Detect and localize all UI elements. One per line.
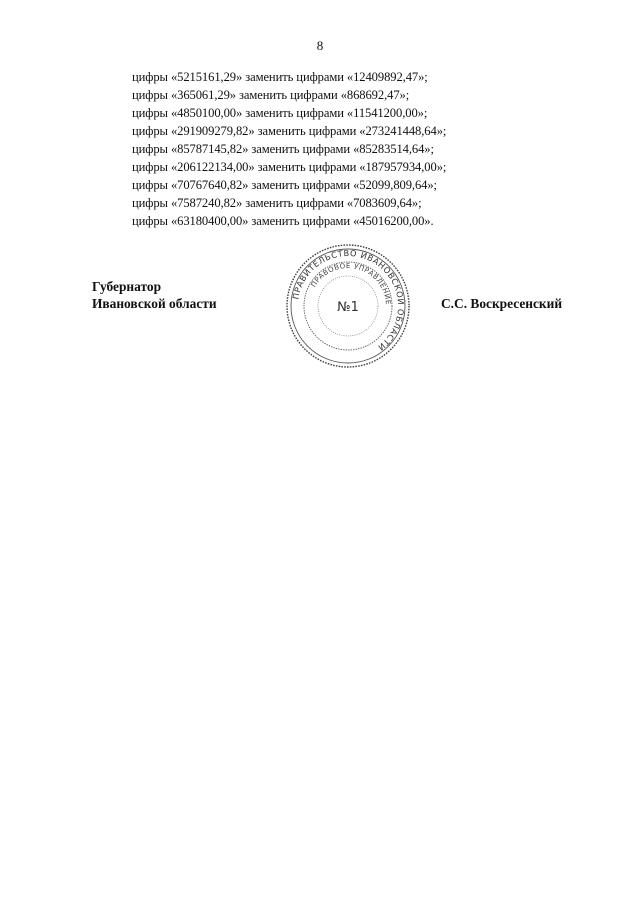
amendment-line: цифры «7587240,82» заменить цифрами «7083609,64»; [132, 196, 422, 210]
amendment-line: цифры «70767640,82» заменить цифрами «52099,809,64»; [132, 178, 437, 192]
seal-ring-text: ПРАВИТЕЛЬСТВО ИВАНОВСКОЙ ОБЛАСТИ [290, 247, 407, 354]
signer-region: Ивановской области [92, 296, 217, 311]
page-number: 8 [316, 38, 324, 53]
signature-block [0, 247, 640, 385]
amendment-line: цифры «365061,29» заменить цифрами «868692,47»; [132, 88, 410, 102]
amendment-line: цифры «4850100,00» заменить цифрами «11541200,00»; [132, 106, 428, 120]
seal-inner-text: ПРАВОВОЕ УПРАВЛЕНИЕ [309, 261, 393, 306]
amendment-line: цифры «63180400,00» заменить цифрами «45016200,00». [132, 214, 434, 228]
seal-number: №1 [337, 300, 359, 315]
amendment-list [132, 68, 552, 230]
signer-title [92, 278, 217, 312]
amendment-line: цифры «291909279,82» заменить цифрами «273241448,64»; [132, 124, 447, 138]
amendment-line: цифры «5215161,29» заменить цифрами «12409892,47»; [132, 70, 428, 84]
official-seal [285, 243, 411, 369]
amendment-line: цифры «206122134,00» заменить цифрами «187957934,00»; [132, 160, 447, 174]
amendment-line: цифры «85787145,82» заменить цифрами «85283514,64»; [132, 142, 434, 156]
signer-name: С.С. Воскресенский [441, 296, 563, 311]
signer-position: Губернатор [92, 279, 162, 294]
